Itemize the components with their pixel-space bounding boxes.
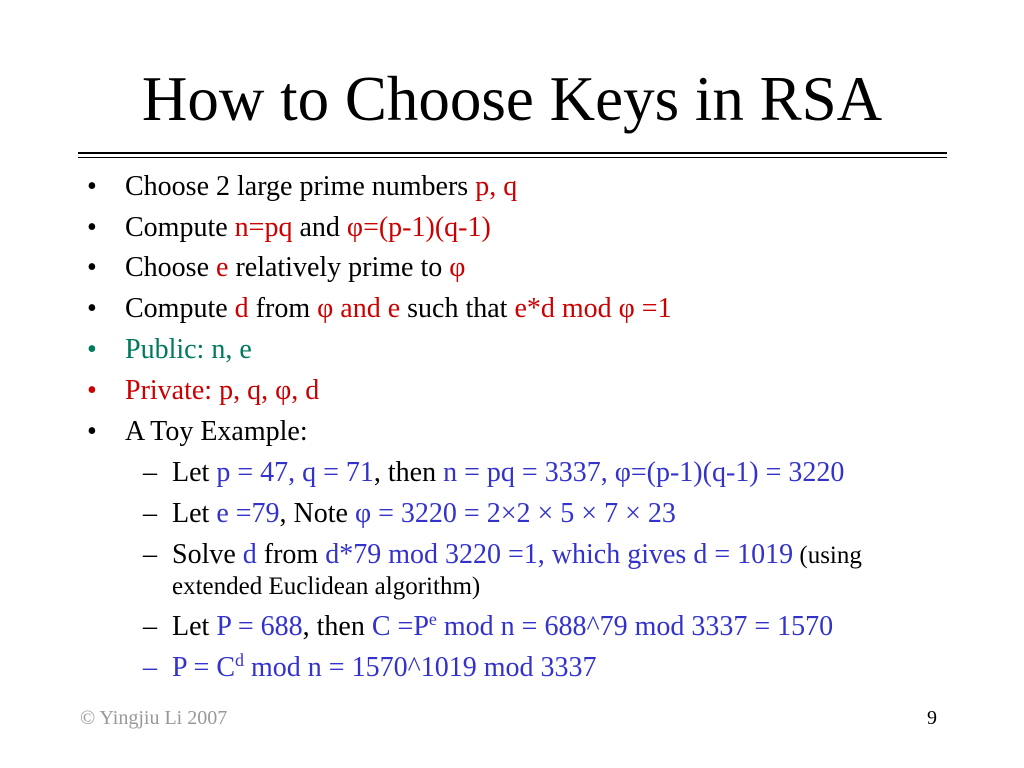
text-segment: and	[292, 212, 347, 243]
text-segment: relatively prime to	[228, 252, 450, 283]
sub-bullet-text	[172, 456, 844, 490]
blue-math: P = 688	[216, 611, 303, 642]
bullet-item-public	[0, 333, 1024, 367]
text-segment: , then	[373, 457, 444, 488]
blue-math: p = 47, q = 71	[216, 457, 374, 488]
superscript-exponent: e	[428, 609, 437, 629]
sub-bullet-text	[172, 538, 862, 573]
sub-bullet-text	[172, 610, 833, 644]
sub-bullet-text	[172, 497, 676, 531]
blue-math: mod n = 1570^1019 mod 3337	[244, 652, 597, 683]
bullet-marker: •	[87, 252, 97, 283]
sub-bullet-marker: –	[143, 652, 157, 683]
sub-bullet-marker: –	[143, 611, 157, 642]
blue-math: n = pq = 3337, φ=(p-1)(q-1) = 3220	[443, 457, 845, 488]
superscript-exponent: d	[235, 650, 244, 670]
bullet-item	[0, 292, 1024, 326]
red-highlight: φ=(p-1)(q-1)	[346, 212, 491, 243]
text-segment: Solve	[172, 539, 243, 570]
bullet-text: A Toy Example:	[125, 416, 308, 447]
sub-bullet-item	[0, 610, 1024, 644]
blue-math: C =P	[371, 611, 429, 642]
text-segment: Choose 2 large prime numbers	[125, 171, 476, 202]
bullet-item-private	[0, 374, 1024, 408]
bullet-marker: •	[87, 375, 97, 406]
text-segment: such that	[400, 293, 515, 324]
sub-bullet-marker: –	[143, 457, 157, 488]
bullet-marker: •	[87, 171, 97, 202]
bullet-text	[125, 170, 517, 204]
text-segment: Let	[172, 611, 217, 642]
red-highlight: n=pq	[234, 212, 293, 243]
text-segment: Let	[172, 498, 217, 529]
text-segment: Compute	[125, 293, 235, 324]
method-note-continuation: extended Euclidean algorithm)	[172, 573, 481, 600]
blue-math: φ = 3220 = 2×2 × 5 × 7 × 23	[354, 498, 676, 529]
blue-math: P = C	[172, 652, 235, 683]
bullet-item	[0, 415, 1024, 449]
blue-math: d	[242, 539, 257, 570]
footer-copyright: © Yingjiu Li 2007	[80, 707, 228, 729]
text-segment: Compute	[125, 212, 235, 243]
red-highlight: φ	[449, 252, 466, 283]
sub-bullet-item	[0, 497, 1024, 531]
red-highlight: φ and e	[317, 293, 401, 324]
text-segment: from	[248, 293, 318, 324]
text-segment: , Note	[279, 498, 355, 529]
sub-bullet-text	[172, 651, 597, 685]
text-segment: Choose	[125, 252, 216, 283]
text-segment: from	[256, 539, 326, 570]
red-highlight: p, q	[475, 171, 518, 202]
bullet-text	[125, 211, 491, 245]
text-segment: , then	[302, 611, 372, 642]
bullet-marker: •	[87, 293, 97, 324]
public-key-text: Public: n, e	[125, 334, 252, 365]
text-segment: Let	[172, 457, 217, 488]
sub-bullet-marker: –	[143, 539, 157, 570]
sub-bullet-marker: –	[143, 498, 157, 529]
bullet-marker: •	[87, 416, 97, 447]
bullet-marker: •	[87, 212, 97, 243]
bullet-marker: •	[87, 334, 97, 365]
bullet-text	[125, 292, 672, 326]
red-highlight: e	[216, 252, 229, 283]
sub-bullet-item	[0, 538, 1024, 572]
bullet-item	[0, 251, 1024, 285]
slide-title: How to Choose Keys in RSA	[141, 64, 883, 134]
bullet-item	[0, 211, 1024, 245]
blue-math: mod n = 688^79 mod 3337 = 1570	[436, 611, 834, 642]
method-note: (using	[793, 542, 862, 569]
sub-bullet-item	[0, 651, 1024, 685]
bullet-item	[0, 170, 1024, 204]
bullet-text	[125, 251, 465, 285]
title-double-rule	[78, 152, 947, 158]
blue-math: d*79 mod 3220 =1, which gives d = 1019	[325, 539, 794, 570]
red-highlight: e*d mod φ =1	[514, 293, 672, 324]
red-highlight: d	[234, 293, 249, 324]
sub-bullet-item	[0, 456, 1024, 490]
page-number: 9	[927, 707, 937, 729]
blue-math: e =79	[216, 498, 280, 529]
private-key-text: Private: p, q, φ, d	[125, 375, 320, 406]
